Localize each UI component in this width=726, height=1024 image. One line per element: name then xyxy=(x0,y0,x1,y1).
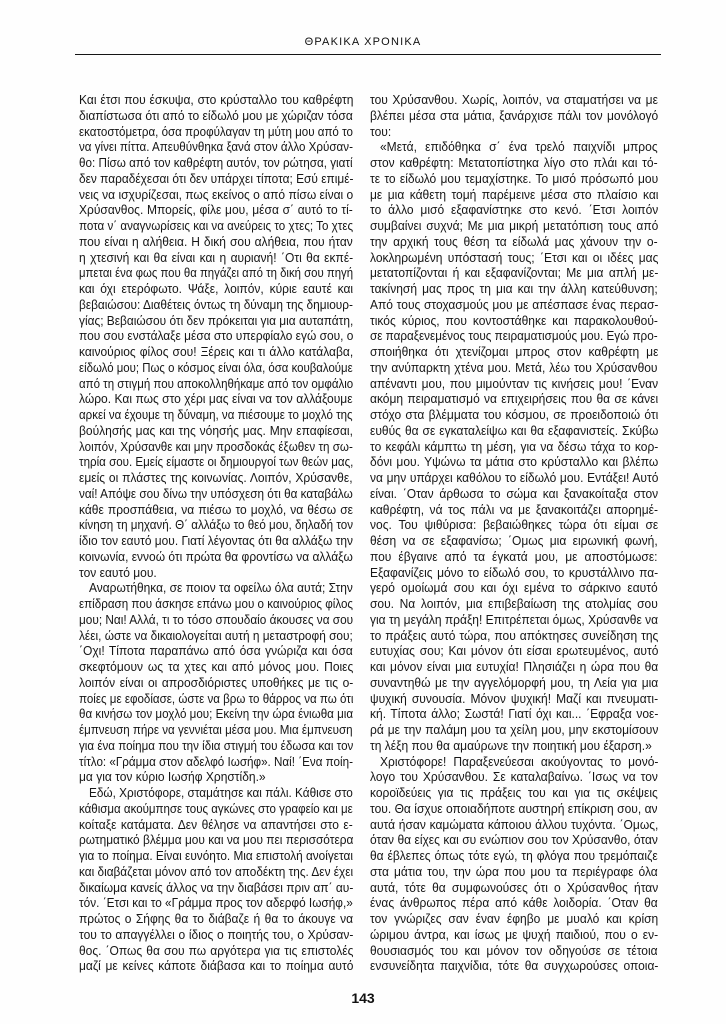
text-line: η χτεσινή και θα είναι και η αυριανή! ΄Οτι θα εκπέ- xyxy=(79,250,353,265)
text-line: από τη στιγμή που αποκολληθήκαμε από τον ομφάλιο xyxy=(79,376,353,391)
text-line: δικαίωμα κανείς άλλος να την διαβάσει πριν απ΄ αυ- xyxy=(79,880,353,895)
text-line: με μια κάθετη τομή παρέμεινε μέσα στο πλαίσιο και xyxy=(370,187,658,202)
text-line: κάθε προσπάθεια, να πιέσω το μοχλό, να θέσω σε xyxy=(79,502,353,517)
text-line: ίδιο τον εαυτό μου. Γιατί λέγοντας ότι θα αλλάξω την xyxy=(79,534,353,548)
text-line: το άλλο μισό εξαφανίστηκε στο κενό. ΄Ετσι λοιπόν xyxy=(370,203,658,218)
text-line: που σου ενστάλαξε μέσα στο υπερφίαλο εγώ σου, ο xyxy=(79,329,353,344)
text-line: Χριστόφορε! Παραξενεύεσαι ακούγοντας το μονό- xyxy=(380,754,658,769)
text-line: να μην υπάρχει καθόλου το είδωλό μου. Εντάξει! Αυτό xyxy=(370,471,658,485)
running-header-title: ΘΡΑΚΙΚΑ ΧΡΟΝΙΚΑ xyxy=(304,36,422,48)
text-line: για ένα ποίημα που την ίδια στιγμή του έδωσα και τον xyxy=(79,738,353,753)
paragraph xyxy=(79,581,353,786)
text-line: τον εαυτό μου. xyxy=(79,565,157,580)
text-line: ποτα ν΄ αναγνωρίσεις και να ανεύρεις το χτες; Το χτες xyxy=(79,219,353,233)
text-line: θος. ΄Οπως θα σου πω αργότερα για τις επιστολές xyxy=(79,943,353,958)
text-line: ΄Οχι! Τίποτα παραπάνω από όσα γνώριζα και όσα xyxy=(79,644,353,659)
text-line: το πράξεις αυτό τώρα, που απόκτησες συνείδηση της xyxy=(370,628,658,643)
text-line: βλέπει μέσα στα μάτια, ξανάρχισε πάλι τον μονόλογό xyxy=(370,108,658,123)
text-line: γερό ομοίωμά σου και όχι εμένα το σάρκινο εαυτό xyxy=(370,581,658,596)
text-line: ποίες με εφοδίασε, ώστε να βρω το θάρρος να πω ότι xyxy=(79,691,353,706)
right-column xyxy=(370,93,658,979)
text-line: Χρύσανθος. Μπορείς, φίλε μου, μέσα σ΄ αυτό το τί- xyxy=(79,203,353,218)
text-line: ακόμη πειραματισμό να επιχειρήσεις που θα σε κάνει xyxy=(370,392,658,407)
text-line: ένας άνθρωπος πέρα από κάθε λοιδορία. ΄Οταν θα xyxy=(370,896,658,911)
text-line: κοροϊδεύεις για τις πράξεις του και για τις σκέψεις xyxy=(370,786,658,800)
text-line: βεβαιώσου: Διαθέτεις όντως τη δύναμη της δημιουρ- xyxy=(79,297,353,312)
text-line: λοιπόν είναι οι απροσδιόριστες υποθήκες με τις ο- xyxy=(79,675,353,690)
text-line: «Μετά, επιδόθηκα σ΄ ένα τρελό παιχνίδι μπρος xyxy=(380,140,658,155)
text-line: έμπνευση πήρε να γεννιέται μέσα μου. Μια έμπνευση xyxy=(79,723,353,737)
text-line: νεις να ισχυρίζεσαι, πως εκείνος ο από πίσω είναι ο xyxy=(79,187,353,202)
text-line: αυτά ήσαν καμώματα κάποιου άλλου τυχόντα. ΄Ομως, xyxy=(370,817,658,832)
text-line: θο: Πίσω από τον καθρέφτη αυτόν, τον ρώτησα, γιατί xyxy=(79,156,353,170)
text-line: μπεται ένα φως που θα πηγάζει από τη δική σου πηγή xyxy=(79,266,353,281)
text-line: κοινωνία, εννοώ ότι πρώτα θα φροντίσω να αλλάξω xyxy=(79,549,353,564)
text-line: του το απαγγέλλει ο ίδιος ο ποιητής του, ο Χρύσαν- xyxy=(79,927,353,942)
text-line: Από τους στοχασμούς μου με απέσπασε ένας περασ- xyxy=(370,297,658,312)
text-line: θα κινήσω τον μοχλό μου; Εκείνη την ώρα ένιωθα μια xyxy=(79,707,353,722)
text-line: να γίνει πίττα. Απευθύνθηκα ξανά στον άλλο Χρύσαν- xyxy=(79,140,353,155)
text-line: που έβγαινε από τα έγκατά μου, με αποστόμωσε: xyxy=(370,549,658,564)
text-line: για το ποίημα. Είναι ευνόητο. Μια επιστολή ανοίγεται xyxy=(79,849,353,863)
text-line: δεν παραδέχεσαι ότι δεν υπάρχει τίποτα; Εσύ επιμέ- xyxy=(79,171,353,186)
text-line: θα έβλεπες όπως τότε εγώ, τη φλόγα που τρεμόπαιζε xyxy=(370,849,658,863)
text-line: ναί! Απόψε σου δίνω την υπόσχεση ότι θα καταβάλω xyxy=(79,486,353,501)
left-column xyxy=(79,93,353,979)
text-line: θουσιασμός του και μόνον τον οδηγούσε σε τέτοια xyxy=(370,943,658,958)
text-line: αρκεί να έχουμε τη δύναμη, να πιέσουμε το μοχλό της xyxy=(79,408,353,422)
text-line: και όχι ετερόφωτο. Ψάξε, λοιπόν, κύριε εαυτέ και xyxy=(79,282,353,296)
text-line: του. Θα ίσχυε οποιαδήποτε αυστηρή επίκριση σου, αν xyxy=(370,801,658,816)
text-line: και διαβάζεται μόνον από τον αποδέκτη της. Δεν έχει xyxy=(79,864,353,879)
text-line: στον καθρέφτη: Μετατοπίστηκα λίγο στο πλάι και τό- xyxy=(370,156,658,170)
text-line: που είναι η αλήθεια. Η δική σου αλήθεια, που ήταν xyxy=(79,234,353,249)
text-line: εμείς οι πλάστες της κοινωνίας. Λοιπόν, Χρύσανθε, xyxy=(79,471,353,485)
text-line: διαπίστωσα ότι από το είδωλό μου με χώριζαν τόσα xyxy=(79,108,353,123)
text-line: καθρέφτη, νά τος πάλι να με ξανακοιτάζει απορημέ- xyxy=(370,502,658,517)
text-line: Και έτσι που έσκυψα, στο κρύσταλλο του καθρέφτη xyxy=(79,93,353,107)
text-line: ψυχική συνουσία. Μόνον ψυχική! Μαζί και πνευματι- xyxy=(370,691,658,706)
text-line: και μόνον είναι μια ευτυχία! Πλησιάζει η ώρα που θα xyxy=(370,660,658,674)
text-line: είναι. ΄Οταν άρθωσα το σώμα και ξανακοίταξα στον xyxy=(370,486,658,501)
text-line: την αρχική τους θέση τα είδωλά μας χάνουν την ο- xyxy=(370,234,658,249)
text-line: κοίταξε κατάματα. Δεν θέλησε να απαντήσει στο ε- xyxy=(79,817,353,832)
text-line: Εδώ, Χριστόφορε, σταμάτησε και πάλι. Κάθισε στο xyxy=(89,786,353,800)
text-line: τόν. ΄Ετσι και το «Γράμμα προς τον αδερφό Ιωσήφ,» xyxy=(79,896,353,911)
text-line: απέναντι μου, που μιμούνταν τις κινήσεις μου! ΄Εναν xyxy=(370,376,658,391)
text-line: λέει, ώστε να δικαιολογείται αυτή η μεταστροφή σου; xyxy=(79,628,353,643)
text-line: λογο του Χρύσανθου. Σε καταλαβαίνω. ΄Ισως να τον xyxy=(370,770,658,785)
text-line: τικός κύριος, που κοντοστάθηκε και παρακολουθού- xyxy=(370,313,658,328)
text-line: τε το είδωλό μου τεμαχίστηκε. Το μισό πρόσωπό μου xyxy=(370,171,658,186)
text-line: του Χρύσανθου. Χωρίς, λοιπόν, να σταματήσει να με xyxy=(370,93,658,107)
text-line: τον γνώριζες σαν έναν έφηβο με μυαλό και κρίση xyxy=(370,912,658,926)
text-line: λοκληρωμένη υπόστασή τους; ΄Ετσι και οι ιδέες μας xyxy=(370,250,658,265)
text-line: μαζί με κείνες κάποτε διάβασα και το ποίημα αυτό xyxy=(79,959,353,974)
text-line: δόνι μου. Υψώνω τα μάτια στο κρύσταλλο και βλέπω xyxy=(370,455,658,470)
text-line: είδωλό μου; Πως ο κόσμος είναι όλα, όσα κουβαλούμε xyxy=(79,360,353,375)
text-line: τηρία σου. Εμείς είμαστε οι δημιουργοί των θεών μας, xyxy=(79,455,353,470)
text-line: ενσυνείδητα παιχνίδια, τότε θα συγχωρούσες οποια- xyxy=(370,959,658,974)
page-number: 143 xyxy=(351,990,375,1006)
text-line: το κεφάλι κάμπτω τη μέση, για να δέσω τάχα το κορ- xyxy=(370,439,658,454)
text-line: ευθύς θα σε εγκαταλείψω και θα εξαφανιστείς. Σκύβω xyxy=(370,423,658,438)
header-rule xyxy=(75,54,661,55)
text-line: σκεφτόμουν ως τα χτες και από μόνος μου. Ποιες xyxy=(79,660,353,674)
text-line: την ανύπαρκτη χτένα μου. Μετά, λέω του Χρύσανθου xyxy=(370,360,658,375)
text-line: του: xyxy=(370,124,392,139)
paragraph xyxy=(370,140,658,754)
text-line: τακίνησή μας προς τη μια και την άλλη κατεύθυνση; xyxy=(370,282,658,296)
text-line: για τη μεγάλη πράξη! Επιτρέπεται όμως, Χρύσανθε να xyxy=(370,612,658,627)
text-line: κίνηση τη μηχανή. Θ΄ αλλάξω το θεό μου, δηλαδή τον xyxy=(79,518,353,533)
text-line: Εξαφανίζεις μόνο το είδωλό σου, το κρυστάλλινο πα- xyxy=(370,565,658,580)
text-line: μετατοπίζονται ή και εξαφανίζονται; Με μια απλή με- xyxy=(370,266,658,281)
text-line: στα μάτια του, την ώρα που μου τα περιέγραφε όλα xyxy=(370,864,658,879)
paragraph xyxy=(370,93,658,140)
text-line: ευτυχίας σου; Και μόνον ότι είσαι ερωτευμένος, αυτό xyxy=(370,644,658,659)
text-line: βούλησής μας και της νόησής μας. Μην επαφίεσαι, xyxy=(79,423,353,438)
text-line: αυτά, τότε θα συμφωνούσες ότι ο Χρύσανθος ήταν xyxy=(370,880,658,895)
text-line: τη λέξη που θα αμαύρωνε την ποιητική μου έξαρση.» xyxy=(370,738,652,753)
text-line: κάθισμα ακούμπησε τους αγκώνες στο γραφείο και με xyxy=(79,801,353,816)
text-line: καινούριος φίλος σου! Ξέρεις και τι άλλο κατάλαβα, xyxy=(79,345,353,359)
paragraph xyxy=(79,786,353,975)
paragraph xyxy=(79,93,353,581)
text-line: πρώτος ο Σήφης θα το διάβαζε ή θα το άκουγε να xyxy=(79,912,353,926)
text-line: ώριμου άντρα, και ίσως με ψυχή παιδιού, που ο εν- xyxy=(370,927,658,942)
text-line: ρά με την παλάμη μου τα χείλη μου, μην εκστομίσουν xyxy=(370,723,658,737)
text-line: σου. Να λοιπόν, μια επιβεβαίωση της ατολμίας σου xyxy=(370,597,658,611)
text-line: επίδραση που άσκησε επάνω μου ο καινούριος φίλος xyxy=(79,597,353,611)
text-line: Αναρωτήθηκα, σε ποιον τα οφείλω όλα αυτά; Στην xyxy=(89,581,353,596)
text-line: λώρο. Και πως στο χέρι μας είναι να τον αλλάξουμε xyxy=(79,392,353,407)
text-line: τίτλο: «Γράμμα στον αδελφό Ιωσήφ». Ναί! ΄Ενα ποίη- xyxy=(79,754,353,769)
text-line: γίας; Βεβαιώσου ότι δεν πρόκειται για μια αυταπάτη, xyxy=(79,313,353,328)
text-line: λοιπόν, Χρύσανθε και μην προσδοκάς έξωθεν τη σω- xyxy=(79,439,353,454)
paragraph xyxy=(370,755,658,976)
text-line: συμβαίνει συχνά; Με μια μικρή μετατόπιση τους από xyxy=(370,219,658,233)
text-line: μου; Ναι! Αλλά, τι το τόσο σπουδαίο άκουσες να σου xyxy=(79,612,353,627)
text-line: ρωτηματικό βλέμμα μου και να μου πει περισσότερα xyxy=(79,833,353,848)
text-line: σε παραξενεμένος τους πειραματισμούς μου. Εγώ προ- xyxy=(370,329,658,344)
text-line: κή. Τίποτα άλλο; Σωστά! Γιατί όχι και... ΄Εφραξα νοε- xyxy=(370,707,658,722)
text-line: στόχο στα βλέμματα του κόσμου, σε προειδοποιώ ότι xyxy=(370,408,658,422)
text-line: συναντηθώ με την αγγελόμορφή μου, τη Λεία για μια xyxy=(370,675,658,690)
text-line: θέση να σε εξαφανίσω; ΄Ομως μια ειρωνική φωνή, xyxy=(370,534,658,548)
text-line: όταν θα είχες και συ ενώπιον σου τον Χρύσανθο, όταν xyxy=(370,833,658,848)
text-line: νος. Του ψιθύρισα: βεβαιώθηκες τώρα ότι είμαι σε xyxy=(370,518,658,533)
text-line: σποιήθηκα ότι χτενίζομαι μπρος στον καθρέφτη με xyxy=(370,345,658,359)
text-line: εκατοστόμετρα, όσα προφύλαγαν τη μύτη μου από το xyxy=(79,124,353,139)
text-line: μα για τον κύριο Ιωσήφ Χρηστίδη.» xyxy=(79,770,266,785)
